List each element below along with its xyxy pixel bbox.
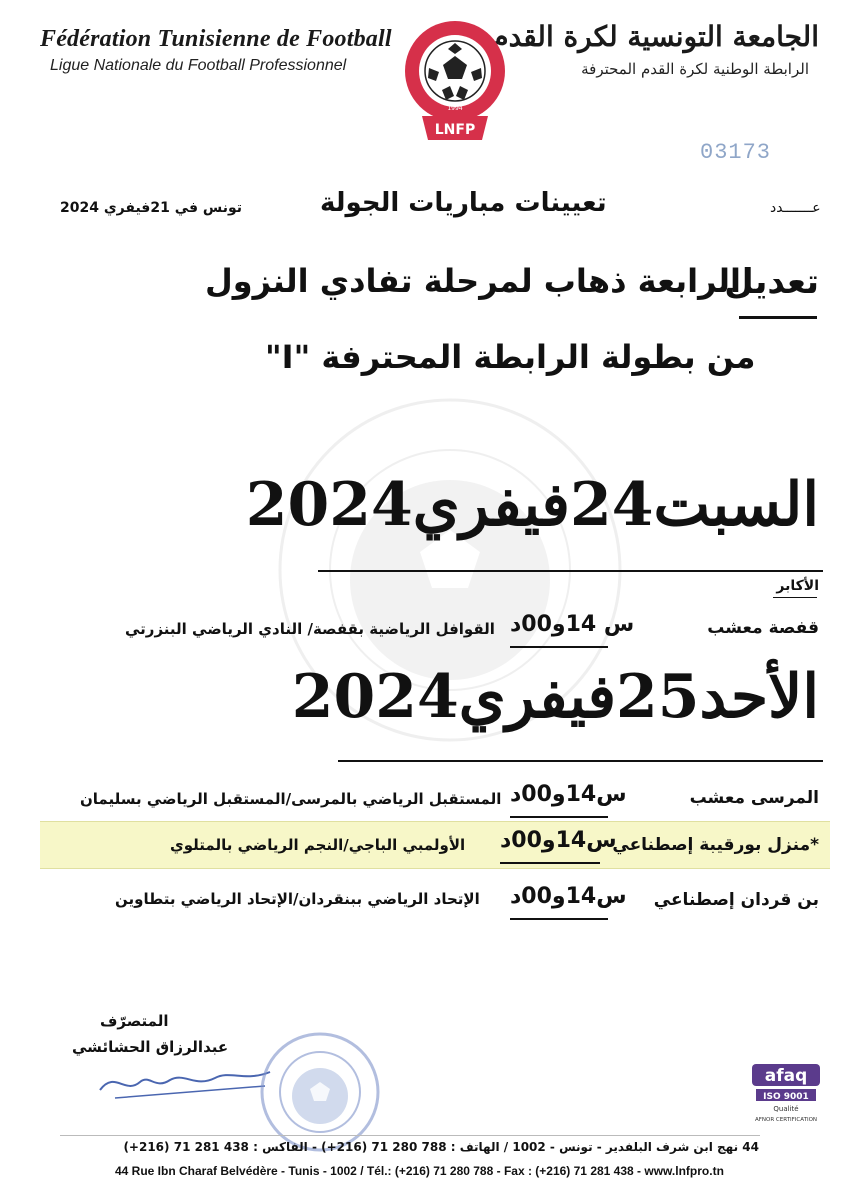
- match-venue: قفصة معشب: [707, 618, 819, 638]
- federation-name-ar: الجامعة التونسية لكرة القدم: [491, 20, 819, 53]
- svg-text:ISO 9001: ISO 9001: [763, 1092, 809, 1102]
- amendment-underline: [739, 316, 817, 319]
- svg-text:1994: 1994: [447, 105, 463, 112]
- federation-name-fr: Fédération Tunisienne de Football: [40, 26, 392, 52]
- footer-address-fr: 44 Rue Ibn Charaf Belvédère - Tunis - 1002 / Tél.: (+216) 71 280 788 - Fax : (+216) 71 281 438 - www.lnfpro.tn: [115, 1164, 724, 1178]
- match-time: س14و00د: [500, 828, 617, 853]
- match-time: س14و00د: [510, 782, 627, 807]
- day-heading-saturday: السبت24فيفري2024: [245, 470, 819, 540]
- league-description: من بطولة الرابطة المحترفة "I": [265, 338, 756, 376]
- league-name-fr: Ligue Nationale du Football Professionnel: [50, 57, 347, 74]
- document-serial-number: 03173: [700, 140, 772, 165]
- svg-text:afaq: afaq: [764, 1066, 808, 1086]
- official-stamp: [258, 1030, 383, 1155]
- day-divider: [338, 760, 823, 762]
- match-teams: المستقبل الرياضي بالمرسى/المستقبل الرياضي بسليمان: [80, 790, 502, 808]
- signatory-name: عبدالرزاق الحشائشي: [72, 1038, 229, 1056]
- handwritten-signature: [95, 1060, 275, 1100]
- match-time: س 14و00د: [510, 612, 635, 637]
- footer-address-ar: 44 نهج ابن شرف البلفدير - تونس - 1002 / الهاتف : 788 280 71 (216+) - الفاكس : 438 281 71 (216+): [123, 1140, 759, 1154]
- svg-text:AFNOR CERTIFICATION: AFNOR CERTIFICATION: [754, 1117, 818, 1123]
- match-venue: المرسى معشب: [689, 788, 819, 808]
- document-title: تعيينات مباريات الجولة: [320, 188, 607, 218]
- afaq-iso-certification-logo: [748, 1062, 824, 1124]
- category-label: الأكابر: [776, 578, 819, 594]
- time-underline: [510, 918, 608, 920]
- match-time: س14و00د: [510, 884, 627, 909]
- time-underline: [510, 816, 608, 818]
- match-teams: القوافل الرياضية بقفصة/ النادي الرياضي البنزرتي: [125, 620, 495, 638]
- amendment-label: تعديل: [724, 262, 819, 302]
- city-date: تونس في 21فيفري 2024: [60, 200, 242, 216]
- match-venue: بن قردان إصطناعي: [653, 890, 819, 910]
- time-underline: [500, 862, 600, 864]
- lnfp-logo: [402, 18, 508, 144]
- day-divider: [318, 570, 823, 572]
- league-name-ar: الرابطة الوطنية لكرة القدم المحترفة: [581, 60, 809, 78]
- category-underline: [773, 597, 817, 598]
- round-description: الرابعة ذهاب لمرحلة تفادي النزول: [205, 262, 742, 300]
- svg-text:LNFP: LNFP: [434, 122, 476, 138]
- match-venue: *منزل بورقيبة إصطناعي: [612, 835, 819, 855]
- match-teams: الأولمبي الباجي/النجم الرياضي بالمتلوي: [170, 836, 466, 854]
- time-underline: [510, 646, 608, 648]
- footer-divider: [60, 1135, 760, 1136]
- day-heading-sunday: الأحد25فيفري2024: [291, 662, 819, 732]
- signatory-title: المتصرّف: [100, 1012, 169, 1030]
- reference-number-label: عـــــــدد: [770, 200, 821, 216]
- match-teams: الإتحاد الرياضي ببنقردان/الإتحاد الرياضي بتطاوين: [115, 890, 480, 908]
- svg-text:Qualité: Qualité: [773, 1105, 799, 1113]
